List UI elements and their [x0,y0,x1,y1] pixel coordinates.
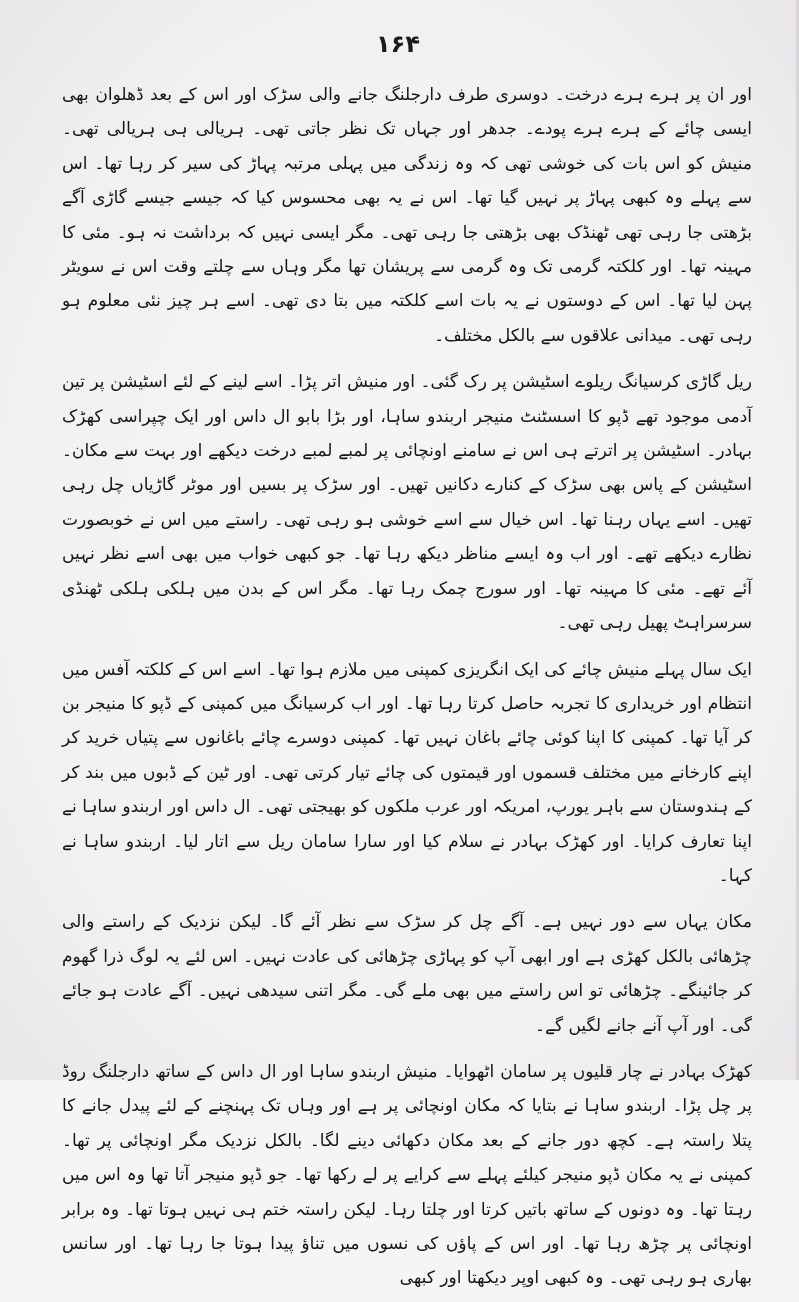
urdu-text-body [62,78,752,1302]
paragraph-1: اور ان پر ہرے ہرے درخت۔ دوسری طرف دارجلنگ جانے والی سڑک اور اس کے بعد ڈھلوان بھی ایسی چائے کے ہرے ہرے پودے۔ جدھر اور جہاں تک نظر جاتی تھی۔ ہریالی ہی ہریالی تھی۔ منیش کو اس بات کی خوشی تھی کہ وہ زندگی میں پہلی مرتبہ پہاڑ کی سیر کر رہا تھا۔ اس سے پہلے وہ کبھی پہاڑ پر نہیں گیا تھا۔ اس نے یہ بھی محسوس کیا کہ جیسے جیسے گاڑی آگے بڑھتی جا رہی تھی ٹھنڈک بھی بڑھتی جا رہی تھی۔ مگر ایسی نہیں کہ برداشت نہ ہو۔ مئی کا مہینہ تھا۔ اور کلکتہ گرمی تک وہ گرمی سے پریشان تھا مگر وہاں سے چلتے وقت اس نے سویٹر پہن لیا تھا۔ اس کے دوستوں نے یہ بات اسے کلکتہ میں بتا دی تھی۔ اسے ہر چیز نئی معلوم ہو رہی تھی۔ میدانی علاقوں سے بالکل مختلف۔ [62,85,752,346]
paragraph-4: مکان یہاں سے دور نہیں ہے۔ آگے چل کر سڑک سے نظر آئے گا۔ لیکن نزدیک کے راستے والی چڑھائی بالکل کھڑی ہے اور ابھی آپ کو پہاڑی چڑھائی کی عادت نہیں۔ اس لئے یہ لوگ ذرا گھوم کر جائینگے۔ چڑھائی تو اس راستے میں بھی ملے گی۔ مگر اتنی سیدھی نہیں۔ آگے عادت ہو جائے گی۔ اور آپ آنے جانے لگیں گے۔ [62,912,752,1036]
paragraph-2: ریل گاڑی کرسیانگ ریلوے اسٹیشن پر رک گئی۔ اور منیش اتر پڑا۔ اسے لینے کے لئے اسٹیشن پر تین آدمی موجود تھے ڈپو کا اسسٹنٹ منیجر اربندو ساہا، اور بڑا بابو ال داس اور ایک چپراسی کھڑک بہادر۔ اسٹیشن پر اترتے ہی اس نے سامنے اونچائی پر لمبے لمبے درخت دیکھے اور بہت سے مکان۔ اسٹیشن کے پاس بھی سڑک کے کنارے دکانیں تھیں۔ اور سڑک پر بسیں اور موٹر گاڑیاں چل رہی تھیں۔ اسے یہاں رہنا تھا۔ اس خیال سے اسے خوشی ہو رہی تھی۔ راستے میں اس نے خوبصورت نظارے دیکھے تھے۔ اور اب وہ ایسے مناظر دیکھ رہا تھا۔ جو کبھی خواب میں بھی اسے نظر نہیں آئے تھے۔ مئی کا مہینہ تھا۔ اور سورج چمک رہا تھا۔ مگر اس کے بدن میں ہلکی ہلکی ٹھنڈی سرسراہٹ پھیل رہی تھی۔ [62,372,752,634]
paragraph-5: کھڑک بہادر نے چار قلیوں پر سامان اٹھوایا۔ منیش اربندو ساہا اور ال داس کے ساتھ دارجلنگ روڈ پر چل پڑا۔ اربندو ساہا نے بتایا کہ مکان اونچائی پر ہے اور وہاں تک پہنچنے کے لئے پیدل جانے کا پتلا راستہ ہے۔ کچھ دور جانے کے بعد مکان دکھائی دینے لگا۔ بالکل نزدیک مگر اونچائی پر تھا۔ کمپنی نے یہ مکان ڈپو منیجر کیلئے پہلے سے کرایے پر لے رکھا تھا۔ جو ڈپو منیجر آتا تھا وہ اس میں رہتا تھا۔ وہ دونوں کے ساتھ باتیں کرتا اور چلتا رہا۔ لیکن راستہ ختم ہی نہیں ہوتا تھا۔ وہ برابر اونچائی پر چڑھ رہا تھا۔ اور اس کے پاؤں کی نسوں میں تناؤ پیدا ہوتا جا رہا تھا۔ اور سانس بھاری ہو رہی تھی۔ وہ کبھی اوپر دیکھتا اور کبھی [62,1061,752,1289]
paragraph-3: ایک سال پہلے منیش چائے کی ایک انگریزی کمپنی میں ملازم ہوا تھا۔ اسے اس کے کلکتہ آفس میں انتظام اور خریداری کا تجربہ حاصل کرتا رہا تھا۔ اور اب کرسیانگ میں کمپنی کے ڈپو کا منیجر بن کر آیا تھا۔ کمپنی کا اپنا کوئی چائے باغان نہیں تھا۔ کمپنی دوسرے چائے باغانوں سے پتیاں خرید کر اپنے کارخانے میں مختلف قسموں اور قیمتوں کی چائے تیار کرتی تھی۔ اور ٹین کے ڈبوں میں بند کر کے ہندوستان سے باہر یورپ، امریکہ اور عرب ملکوں کو بھیجتی تھی۔ ال داس اور اربندو ساہا نے اپنا تعارف کرایا۔ اور کھڑک بہادر نے سلام کیا اور سارا سامان ریل سے اتار لیا۔ اربندو ساہا نے کہا۔ [62,659,752,886]
page-number: ۱۶۴ [376,30,420,58]
